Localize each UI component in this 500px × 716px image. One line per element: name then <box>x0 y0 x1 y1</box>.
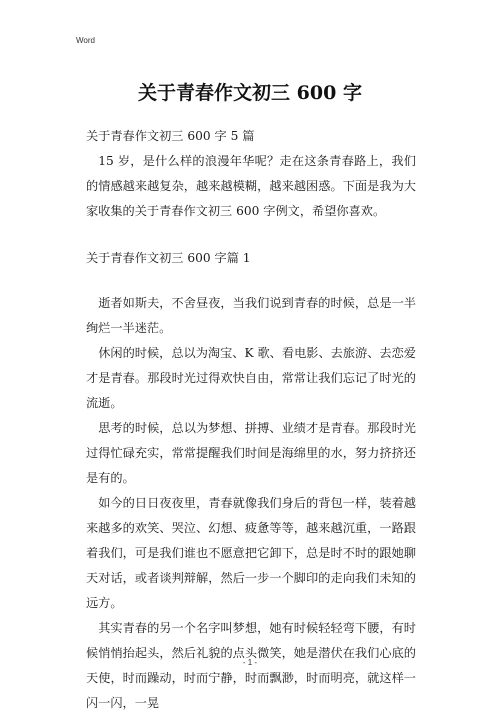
spacer <box>86 271 416 291</box>
paragraph: 如今的日日夜夜里，青春就像我们身后的背包一样，装着越来越多的欢笑、哭泣、幻想、疲惫等等，越来越沉重，一路跟着我们，可是我们谁也不愿意把它卸下，总是时不时的跟她聊天对话，或者谈判辩解，然后一步一个脚印的走向我们未知的远方。 <box>86 496 416 610</box>
paragraph: 逝者如斯夫，不舍昼夜，当我们说到青春的时候，总是一半绚烂一半迷茫。 <box>86 296 416 335</box>
paragraph: 其实青春的另一个名字叫梦想，她有时候轻轻弯下腰，有时候悄悄抬起头，然后礼貌的点头微笑，她是潜伏在我们心底的天使，时而躁动，时而宁静，时而飘渺，时而明亮，就这样一闪一闪，一晃 <box>86 621 416 710</box>
paragraph: 思考的时候，总以为梦想、拼搏、业绩才是青春。那段时光过得忙碌充实，常常提醒我们时间是海绵里的水，努力挤挤还是有的。 <box>86 421 416 485</box>
document-title: 关于青春作文初三 600 字 <box>138 82 362 104</box>
subtitle: 关于青春作文初三 600 字 5 篇 <box>86 129 255 143</box>
section-heading: 关于青春作文初三 600 字篇 1 <box>86 251 251 265</box>
paragraph: 15 岁，是什么样的浪漫年华呢？走在这条青春路上，我们的情感越来越复杂，越来越模糊，越来越困惑。下面是我为大家收集的关于青春作文初三 600 字例文，希望你喜欢。 <box>86 154 416 218</box>
paragraph: 休闲的时候，总以为淘宝、K 歌、看电影、去旅游、去恋爱才是青春。那段时光过得欢快自由，常常让我们忘记了时光的流逝。 <box>86 346 416 410</box>
header-label: Word <box>76 36 95 45</box>
page-number: - 1 - <box>242 658 258 667</box>
spacer <box>86 224 416 246</box>
document-body <box>86 124 416 716</box>
